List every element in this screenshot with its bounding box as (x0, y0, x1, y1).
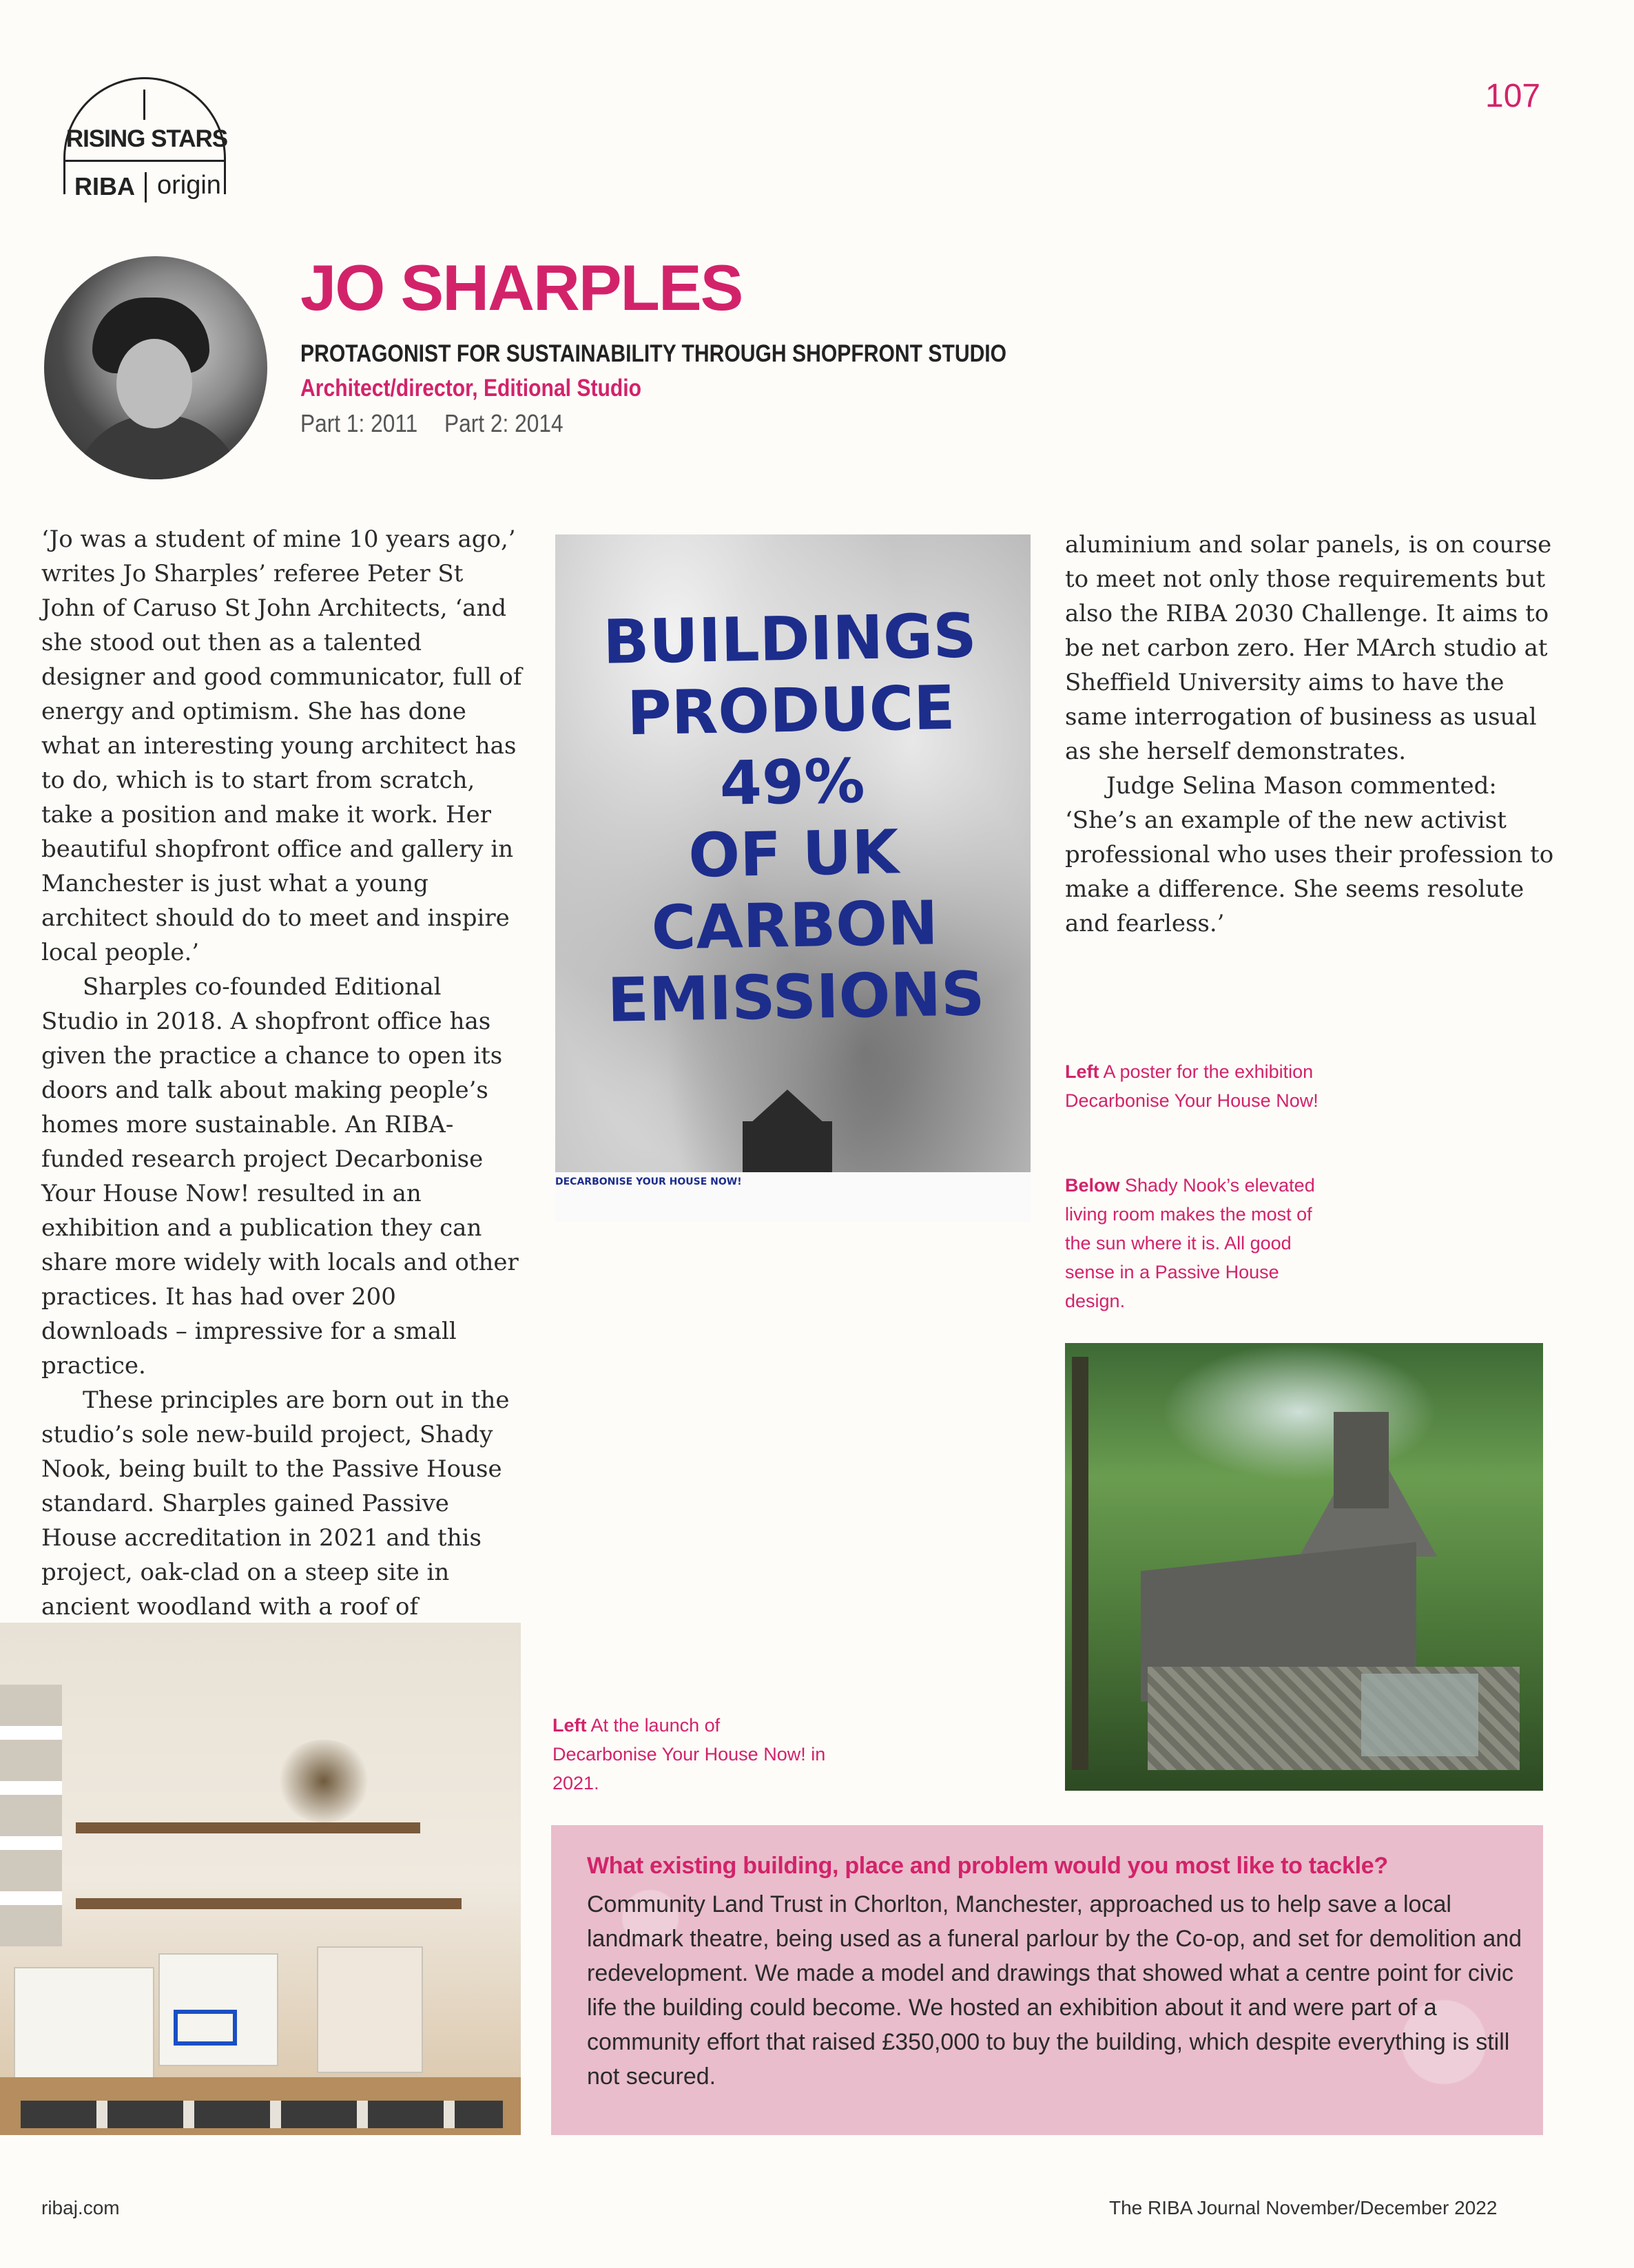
rising-stars-logo (54, 74, 240, 212)
publication-copies (21, 2101, 503, 2128)
poster-image (555, 534, 1031, 1222)
profile-parts (300, 409, 563, 438)
caption-poster (1065, 1057, 1341, 1115)
house-model (317, 1946, 423, 2073)
logo-separator (145, 172, 147, 202)
tree-trunk (1072, 1357, 1088, 1770)
shelf-lower (76, 1898, 462, 1909)
house-model (158, 1953, 278, 2066)
part2-year: Part 2: 2014 (444, 409, 563, 437)
article-paragraph: Judge Selina Mason commented: ‘She’s an example of the new activist professional who uses their profession to make a difference. She seems resolute and fearless.’ (1065, 772, 1554, 937)
profile-role: Architect/director, Editional Studio (300, 375, 642, 402)
portrait-face (116, 339, 192, 428)
footer-issue: The RIBA Journal November/December 2022 (1109, 2197, 1498, 2218)
logo-rising-stars: RISING STARS (65, 125, 228, 152)
house-glazing (1361, 1674, 1478, 1756)
logo-origin: origin (157, 171, 221, 200)
profile-subtitle: PROTAGONIST FOR SUSTAINABILITY THROUGH SHOPFRONT STUDIO (300, 340, 1007, 367)
caption-house (1065, 1171, 1341, 1315)
footer-website: ribaj.com (41, 2197, 120, 2218)
launch-gallery-photo (0, 1623, 521, 2135)
article-paragraph: aluminium and solar panels, is on course to meet not only those requirements but also the RIBA 2030 Challenge. It aims to be net carbon zero. Her MArch studio at Sheffield University aims to have the same interrogation of business as usual as she herself demonstrates. (1065, 531, 1552, 765)
qa-question: What existing building, place and problem would you most like to tackle? (587, 1853, 1388, 1879)
page-number: 107 (1485, 78, 1541, 114)
caption-text: A poster for the exhibition Decarbonise Your House Now! (1065, 1061, 1318, 1111)
article-column-3 (1065, 528, 1554, 941)
house-model (14, 1967, 154, 2087)
caption-label: Below (1065, 1175, 1120, 1196)
dried-plant (276, 1740, 372, 1822)
shady-nook-photo (1065, 1343, 1543, 1791)
caption-label: Left (552, 1715, 587, 1736)
article-column-1 (41, 522, 524, 1658)
part1-year: Part 1: 2011 (300, 409, 418, 437)
article-paragraph: ‘Jo was a student of mine 10 years ago,’ writes Jo Sharples’ referee Peter St John of Caruso St John Architects, ‘and she stood out then as a talented designer and good communicator, full of energy and optimism. She has done what an interesting young architect has to do, which is to start from scratch, take a position and make it work. Her beautiful shopfront office and gallery in Manchester is just what a young architect should do to meet and inspire local people.’ (41, 526, 522, 966)
caption-launch (552, 1711, 828, 1798)
caption-text: At the launch of Decarbonise Your House Now! in 2021. (552, 1715, 826, 1793)
logo-stem (143, 90, 145, 120)
poster-headline: BUILDINGS PRODUCE 49% OF UK CARBON EMISSIONS (602, 600, 986, 1036)
house-tower (1334, 1412, 1389, 1508)
poster-campaign-title: DECARBONISE YOUR HOUSE NOW! (555, 1176, 742, 1187)
caption-label: Left (1065, 1061, 1099, 1082)
shelf-upper (76, 1822, 420, 1833)
poster-house-roof (749, 1090, 825, 1124)
article-paragraph: These principles are born out in the studio’s sole new-build project, Shady Nook, being built to the Passive House standard. Sharples gained Passive House accreditation in 2021 and this project, oak-clad on a steep site in ancient woodland with a roof of (41, 1386, 510, 1621)
logo-riba: RIBA (74, 172, 135, 200)
portrait-photo (44, 256, 267, 479)
profile-name: JO SHARPLES (300, 251, 743, 324)
wall-frames (0, 1685, 62, 1946)
logo-baseline (63, 160, 226, 162)
qa-box (551, 1825, 1543, 2135)
qa-answer: Community Land Trust in Chorlton, Manchester, approached us to help save a local landmark theatre, being used as a funeral parlour by the Co-op, and set for demolition and redevelopment. We made a model and drawings that showed what a centre point for civic life the building could become. We hosted an exhibition about it and were part of a community effort that raised £350,000 to buy the building, which despite everything is still not secured. (587, 1891, 1522, 2090)
article-paragraph: Sharples co-founded Editional Studio in 2018. A shopfront office has given the practice a chance to open its doors and talk about making people’s homes more sustainable. An RIBA-funded research project Decarbonise Your House Now! resulted in an exhibition and a publication they can share more widely with locals and other practices. It has had over 200 downloads – impressive for a small practice. (41, 973, 519, 1380)
caption-text: Shady Nook’s elevated living room makes the most of the sun where it is. All good sense in a Passive House design. (1065, 1175, 1315, 1311)
model-blue-frame (174, 2010, 237, 2046)
